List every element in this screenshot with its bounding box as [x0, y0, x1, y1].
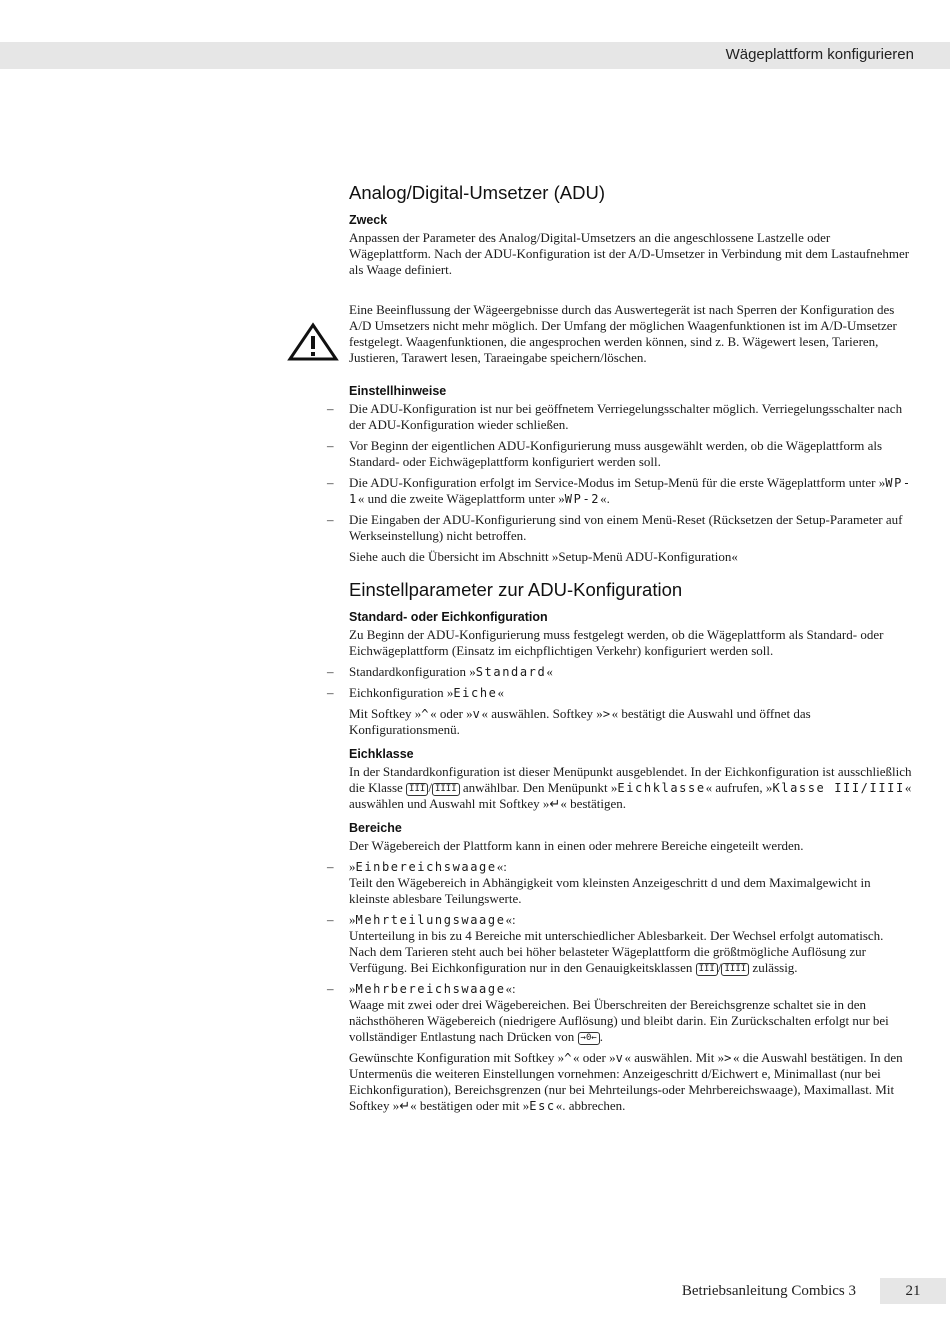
class-iii-icon: III [696, 963, 718, 976]
class-iiii-icon: IIII [432, 783, 460, 796]
list-item: – Vor Beginn der eigentlichen ADU-Konfigurierung muss ausgewählt werden, ob die Wägeplattform als Standard- oder Eichwägeplattform konfiguriert werden soll. [327, 438, 883, 469]
page-number-box [880, 1278, 946, 1304]
list-item: – Die Eingaben der ADU-Konfigurierung sind von einem Menü-Reset (Rücksetzen der Setup-Parameter auf Werkseinstellung) nicht betroffen. [327, 512, 903, 543]
section-title-adu: Analog/Digital-Umsetzer (ADU) [349, 182, 605, 203]
footer-title: Betriebsanleitung Combics 3 [681, 1283, 856, 1299]
list-item: – Eichkonfiguration »Eiche« [327, 685, 504, 700]
list-item: – Standardkonfiguration »Standard« [327, 664, 553, 679]
softkey-down-icon: v [615, 1051, 625, 1065]
final-paragraph: Gewünschte Konfiguration mit Softkey »^« oder »v« auswählen. Mit »>« die Auswahl bestätigen. In den Untermenüs die weiteren Einstellungen vornehmen: Anzeigeschritt d/Eichwert e, Minimallast (nur bei Eichkonfiguration), Bereichsgrenzen (nur bei Mehrteilungs-oder Mehrbereichswaage), Maximallast. Mit Softkey »↵« bestätigen oder mit »Esc«. abbrechen. [349, 1050, 903, 1113]
softkey-up-icon: ^ [564, 1051, 574, 1065]
enter-key-icon: ↵ [549, 796, 561, 811]
zweck-paragraph: Anpassen der Parameter des Analog/Digital-Umsetzers an die angeschlossene Lastzelle oder Wägeplattform. Nach der ADU-Konfiguration ist der A/D-Umsetzer in Verbindung mit dem Lastaufnehmer als Waage definiert. [349, 230, 910, 277]
list-item: – Die ADU-Konfiguration ist nur bei geöffnetem Verriegelungsschalter möglich. Verriegelungsschalter nach der ADU-Konfiguration wieder schließen. [327, 401, 903, 432]
heading-einstellhinweise: Einstellhinweise [349, 384, 447, 398]
list-item: – »Einbereichswaage«: Teilt den Wägebereich in Abhängigkeit vom kleinsten Anzeigeschritt d und dem Maximalgewicht in kleinste ablesbare Teilungswerte. [327, 859, 871, 906]
softkey-up-icon: ^ [421, 707, 431, 721]
softkey-right-icon: > [724, 1051, 733, 1065]
warning-block [349, 302, 914, 366]
config-list [327, 664, 914, 701]
list-item: – »Mehrbereichswaage«: Waage mit zwei oder drei Wägebereichen. Bei Überschreiten der Bereichsgrenze schaltet sie in den nächsthöheren Wägebereich (niedrigere Auflösung) und bleibt darin. Ein Zurückschalten erfolgt nur bei vollständiger Entlastung nach Drücken von →0← . [327, 981, 889, 1044]
display-code-einbereichswaage: Einbereichswaage [355, 860, 497, 874]
display-code-klasse: Klasse III/IIII [772, 781, 905, 795]
display-code-mehrteilungswaage: Mehrteilungswaage [355, 913, 506, 927]
heading-zweck: Zweck [349, 213, 388, 227]
display-code-wp1: WP-1 [349, 476, 912, 506]
see-also-paragraph: Siehe auch die Übersicht im Abschnitt »Setup-Menü ADU-Konfiguration« [349, 549, 738, 564]
page-content [327, 182, 914, 1119]
heading-bereiche: Bereiche [349, 821, 402, 835]
softkey-right-icon: > [602, 707, 612, 721]
zero-key-icon: →0← [578, 1032, 600, 1045]
eichklasse-paragraph: In der Standardkonfiguration ist dieser Menüpunkt ausgeblendet. In der Eichkonfiguration ist ausschließlich die Klasse III / IIII anwählbar. Den Menüpunkt »Eichklasse« aufrufen, »Klasse III/IIII« auswählen und Auswahl mit Softkey »↵« bestätigen. [349, 764, 912, 811]
class-iii-icon: III [406, 783, 428, 796]
header-bar [0, 42, 950, 69]
hint-list [327, 401, 914, 544]
display-code-mehrbereichswaage: Mehrbereichswaage [355, 982, 506, 996]
section-title-einstellparameter: Einstellparameter zur ADU-Konfiguration [349, 579, 683, 600]
heading-eichklasse: Eichklasse [349, 747, 414, 761]
display-code-standard: Standard [475, 665, 547, 679]
list-item: – »Mehrteilungswaage«: Unterteilung in bis zu 4 Bereiche mit unterschiedlicher Ablesbarkeit. Der Wechsel erfolgt automatisch. Nach dem Tarieren steht auch bei höher belasteter Wägeplattform die größtmögliche Auflösung zur Verfügung. Bei Eichkonfiguration nur in den Genauigkeitsklassen III / IIII zulässig. [327, 912, 884, 975]
class-iiii-icon: IIII [721, 963, 749, 976]
list-item: – Die ADU-Konfiguration erfolgt im Service-Modus im Setup-Menü für die erste Wägeplattform unter »WP-1« und die zweite Wägeplattform unter »WP-2«. [327, 475, 912, 506]
display-code-eiche: Eiche [453, 686, 498, 700]
display-code-esc: Esc [529, 1099, 556, 1113]
warning-triangle-icon [287, 322, 339, 362]
heading-standard-eich: Standard- oder Eichkonfiguration [349, 610, 548, 624]
bereiche-list [327, 859, 914, 1045]
display-code-wp2: WP-2 [564, 492, 601, 506]
page-number: 21 [905, 1283, 921, 1299]
std-paragraph: Zu Beginn der ADU-Konfigurierung muss festgelegt werden, ob die Wägeplattform als Standard- oder Eichwägeplattform (Einsatz im eichpflichtigen Verkehr) konfiguriert werden soll. [349, 627, 884, 658]
header-title: Wägeplattform konfigurieren [725, 46, 914, 63]
bereiche-paragraph: Der Wägebereich der Plattform kann in einen oder mehrere Bereiche eingeteilt werden. [349, 838, 804, 853]
warning-paragraph: Eine Beeinflussung der Wägeergebnisse durch das Auswertegerät ist nach Sperren der Konfiguration des A/D Umsetzers nicht mehr möglich. Der Umfang der möglichen Waagenfunktionen ist im A/D-Umsetzer festgelegt. Waagenfunktionen, die angesprochen werden können, sind z. B. Wägewert lesen, Tarieren, Justieren, Tarawert lesen, Taraeingabe speichern/löschen. [349, 302, 897, 365]
enter-key-icon: ↵ [399, 1098, 411, 1113]
softkey-paragraph: Mit Softkey »^« oder »v« auswählen. Softkey »>« bestätigt die Auswahl und öffnet das Konfigurationsmenü. [349, 706, 811, 737]
display-code-eichklasse: Eichklasse [617, 781, 706, 795]
softkey-down-icon: v [472, 707, 482, 721]
